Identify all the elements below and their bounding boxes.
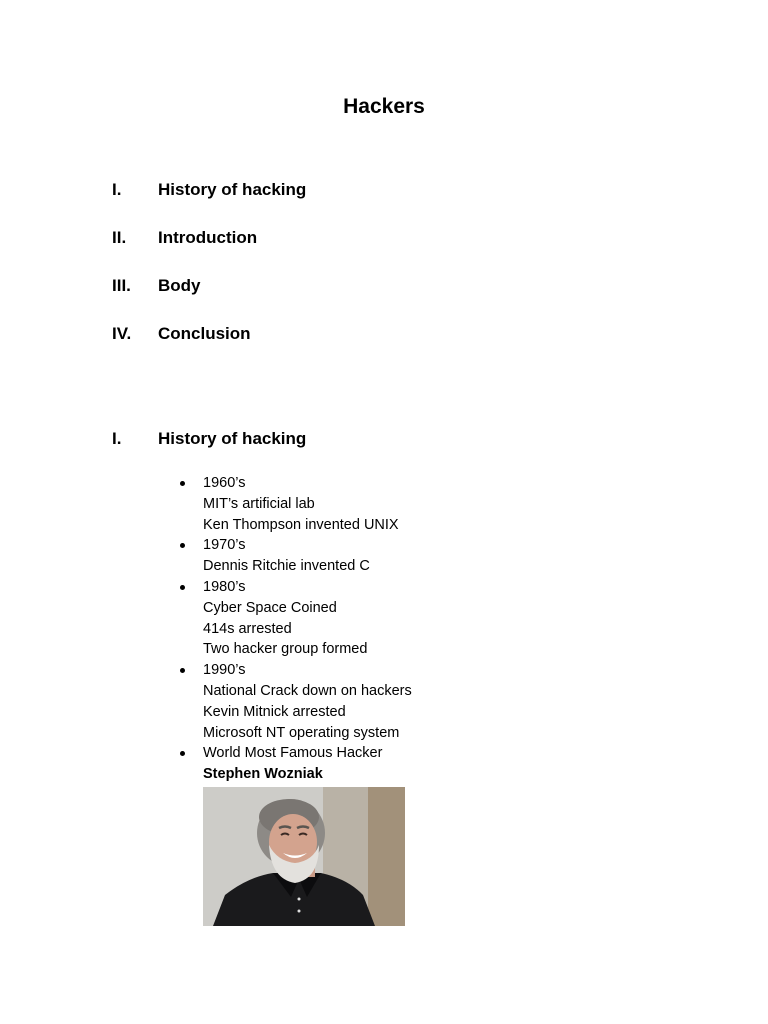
hacker-name: Stephen Wozniak	[203, 766, 323, 783]
bullet-icon	[180, 751, 185, 756]
bullet-item-1970s	[176, 535, 412, 577]
bullet-line: World Most Famous Hacker	[203, 745, 383, 762]
bullet-line: 1970’s	[203, 537, 246, 554]
section-title: History of hacking	[158, 429, 307, 448]
bullet-item-famous-hacker	[176, 743, 412, 926]
bullet-icon	[180, 668, 185, 673]
outline-text: Body	[158, 276, 201, 295]
document-title: Hackers	[343, 95, 425, 118]
bullet-line: 414s arrested	[203, 620, 292, 637]
bullet-item-1980s	[176, 577, 412, 660]
bullet-line: Microsoft NT operating system	[203, 724, 400, 741]
bullet-line: 1960’s	[203, 475, 246, 491]
bullet-line: Two hacker group formed	[203, 641, 368, 658]
bullet-line: National Crack down on hackers	[203, 682, 412, 699]
outline-text: Introduction	[158, 228, 258, 247]
history-bullet-list	[176, 473, 412, 926]
outline-text: Conclusion	[158, 324, 251, 343]
outline-number: I.	[112, 180, 122, 199]
portrait-image	[203, 787, 405, 926]
bullet-line: Cyber Space Coined	[203, 599, 337, 616]
section-number: I.	[112, 429, 122, 448]
bullet-item-1960s	[176, 473, 412, 535]
bullet-icon	[180, 543, 185, 548]
bullet-line: Ken Thompson invented UNIX	[203, 516, 399, 533]
bullet-line: 1990’s	[203, 662, 246, 679]
bullet-icon	[180, 481, 185, 486]
outline-text: History of hacking	[158, 180, 307, 199]
bullet-item-1990s	[176, 660, 412, 743]
outline-number: III.	[112, 276, 131, 295]
portrait-photo	[203, 787, 405, 926]
bullet-line: Dennis Ritchie invented C	[203, 558, 370, 575]
outline-number: IV.	[112, 324, 132, 343]
bullet-line: MIT’s artificial lab	[203, 495, 315, 512]
outline-number: II.	[112, 228, 127, 247]
bullet-icon	[180, 585, 185, 590]
bullet-line: Kevin Mitnick arrested	[203, 703, 346, 720]
bullet-line: 1980’s	[203, 578, 246, 595]
